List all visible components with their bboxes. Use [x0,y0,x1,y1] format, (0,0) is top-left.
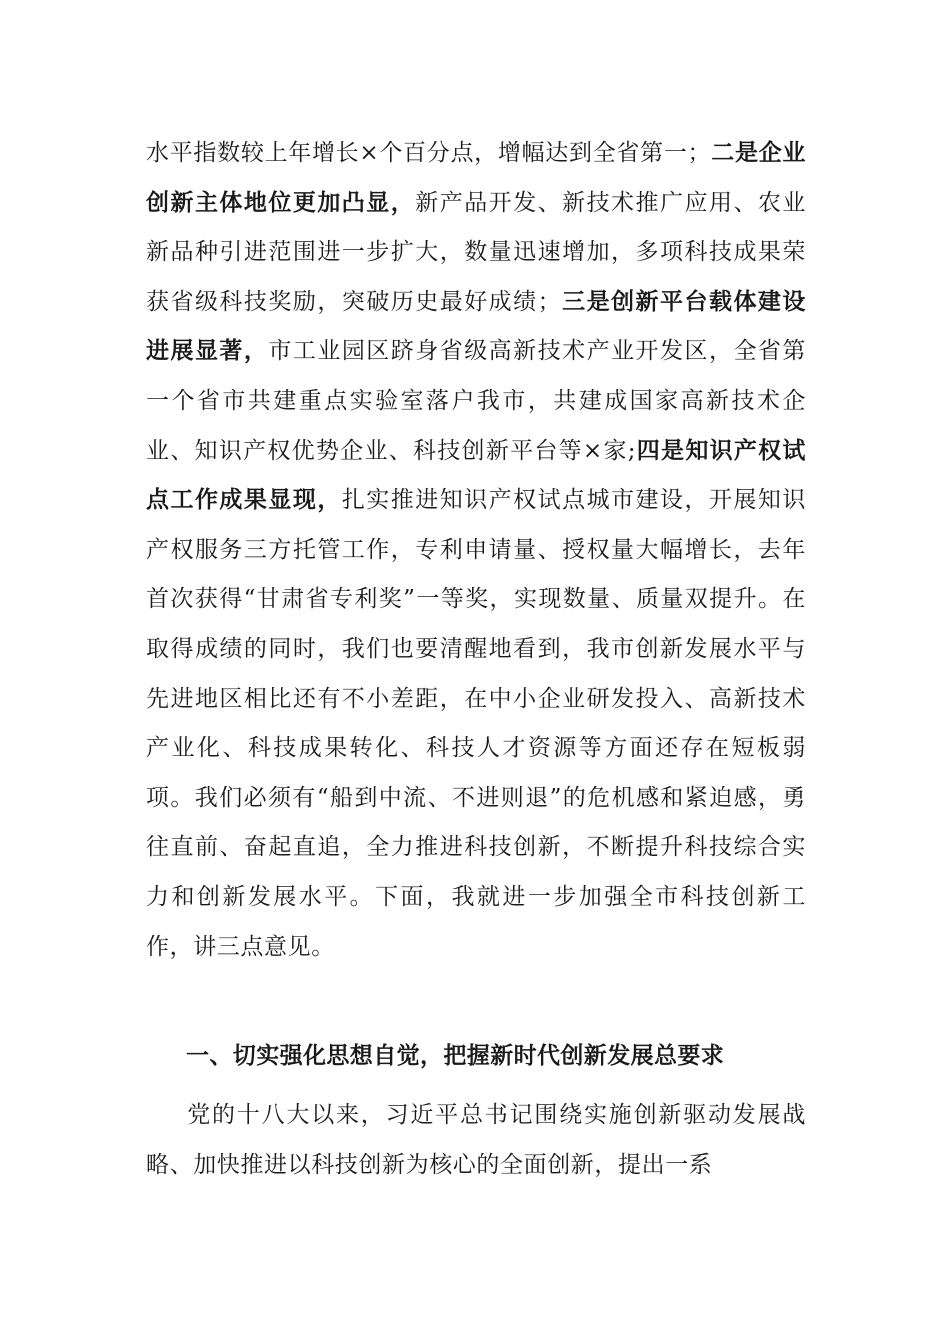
bold-key-point: 三是创新平台载体建设进展显著， [146,288,807,365]
paragraph-text: 新产品开发、新技术推广应用、农业新品种引进范围进一步扩大，数量迅速增加，多项科技成果荣获省级科技奖励，突破历史最好成绩； [146,189,806,315]
paragraph-text: 水平指数较上年增长×个百分点，增幅达到全省第一； [146,140,712,166]
body-paragraph [146,129,806,972]
section-heading: 一、切实强化思想自觉，把握新时代创新发展总要求 [186,1043,725,1069]
bold-key-point: 二是企业创新主体地位更加凸显， [146,140,807,216]
body-paragraph [146,1091,806,1190]
paragraph-text: 党的十八大以来，习近平总书记围绕实施创新驱动发展战略、加快推进以科技创新为核心的全面创新，提出一系 [146,1102,806,1178]
paragraph-text: 扎实推进知识产权试点城市建设，开展知识产权服务三方托管工作，专利申请量、授权量大幅增长，去年首次获得“甘肃省专利奖”一等奖，实现数量、质量双提升。在取得成绩的同时，我们也要清醒地看到，我市创新发展水平与先进地区相比还有不小差距，在中小企业研发投入、高新技术产业化、科技成果转化、科技人才资源等方面还存在短板弱项。我们必须有“船到中流、不进则退”的危机感和紧迫感，勇往直前、奋起直追，全力推进科技创新，不断提升科技综合实力和创新发展水平。下面，我就进一步加强全市科技创新工作，讲三点意见。 [146,487,806,960]
bold-key-point: 四是知识产权试点工作成果显现， [146,437,807,514]
paragraph-text: 市工业园区跻身省级高新技术产业开发区，全省第一个省市共建重点实验室落户我市，共建成国家高新技术企业、知识产权优势企业、科技创新平台等×家; [146,338,807,464]
